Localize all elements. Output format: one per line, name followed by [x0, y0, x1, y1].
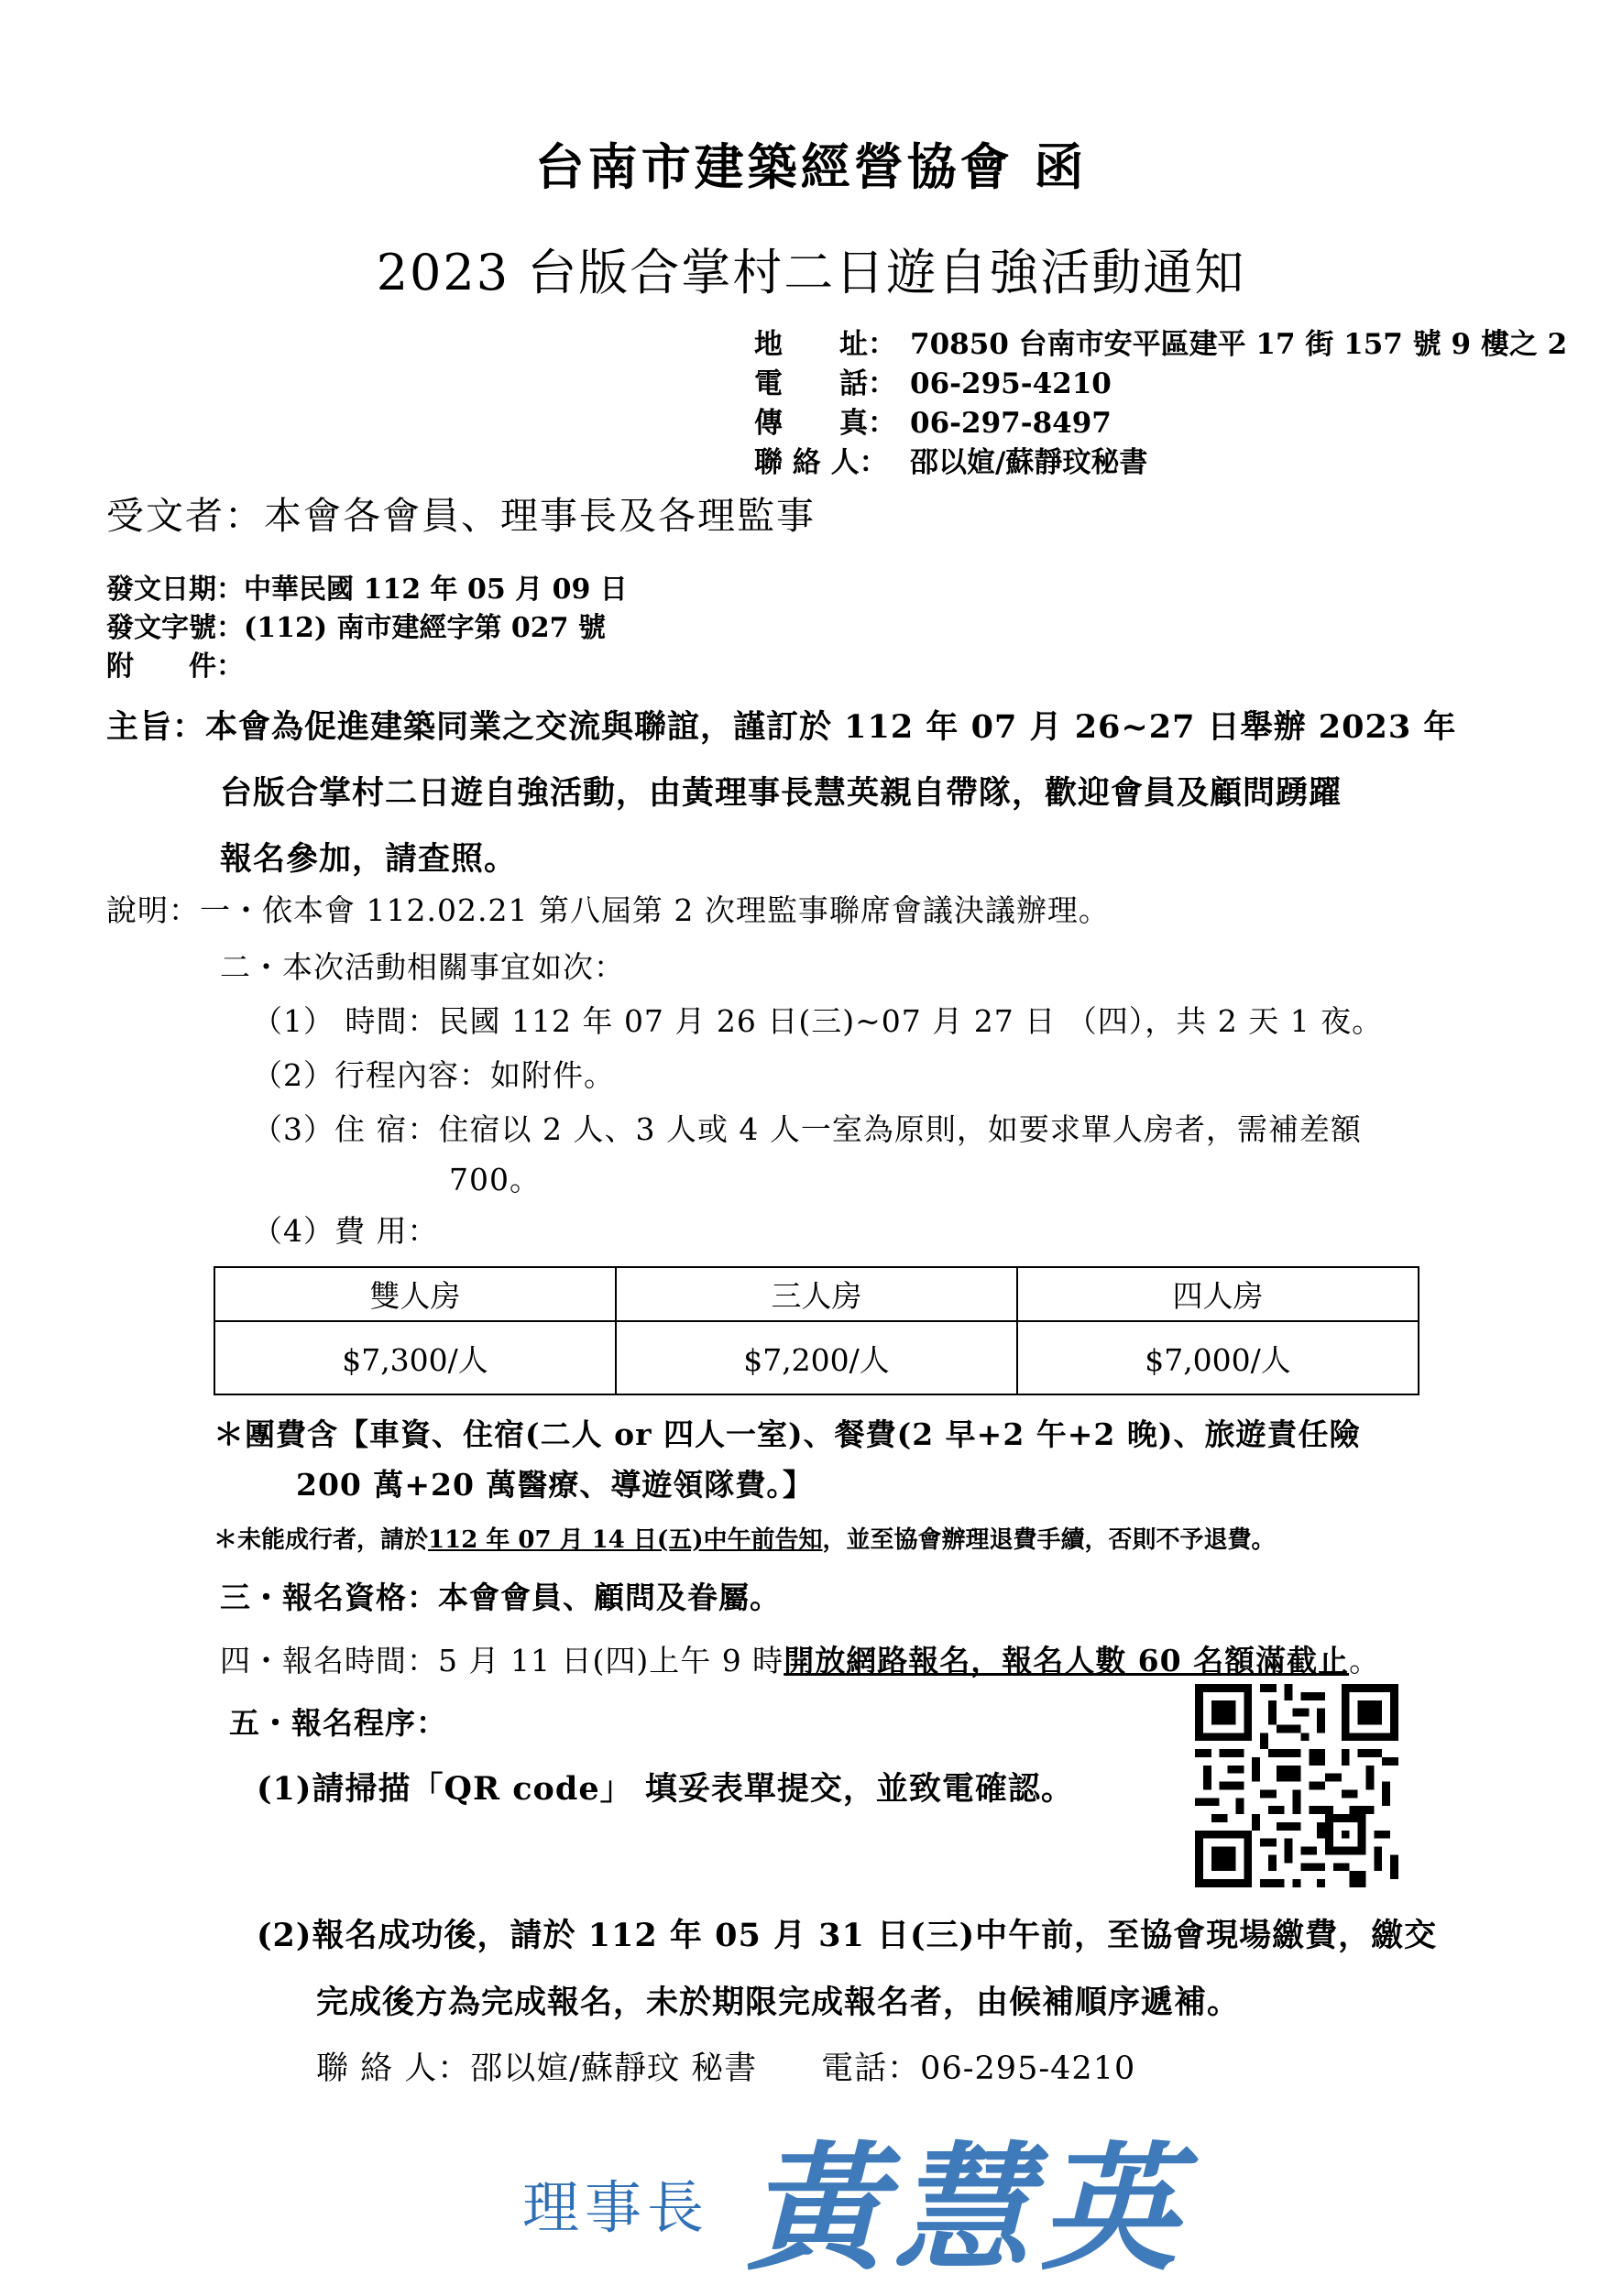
fees-header-quad: 四人房: [1017, 1267, 1419, 1321]
activity-time: （1） 時間：民國 112 年 07 月 26 日(三)~07 月 27 日 （四），共 2 天 1 夜。: [252, 1003, 1384, 1039]
contact-address: [754, 321, 1567, 362]
procedure-step-2-line-2: 完成後方為完成報名，未於期限完成報名者，由候補順序遞補。: [316, 1984, 1241, 2021]
eligibility-line: 三・報名資格：本會會員、顧問及眷屬。: [220, 1580, 781, 1615]
activity-fee-label: （4）費 用：: [252, 1213, 439, 1249]
fees-price-triple: $7,200/人: [616, 1321, 1017, 1394]
procedure-step-1: (1)請掃描「QR code」 填妥表單提交，並致電確認。: [257, 1770, 1074, 1808]
refund-note-post: ，並至協會辦理退費手續，否則不予退費。: [822, 1526, 1276, 1554]
activity-itinerary: （2）行程內容：如附件。: [252, 1057, 615, 1093]
person-label: 聯 絡 人：: [754, 446, 888, 479]
fees-header-triple: 三人房: [616, 1267, 1017, 1321]
refund-deadline: 112 年 07 月 14 日(五)中午前告知: [428, 1526, 823, 1554]
contact-phone: [754, 360, 1112, 401]
phone-value: 06-295-4210: [910, 367, 1112, 400]
document-subtitle: 2023 台版合掌村二日遊自強活動通知: [376, 244, 1246, 301]
fees-price-quad: $7,000/人: [1017, 1321, 1419, 1394]
fees-header-row: [214, 1267, 1419, 1321]
fee-includes-line-2: 200 萬+20 萬醫療、導遊領隊費。】: [296, 1467, 814, 1503]
recipient-line: 受文者：本會各會員、理事長及各理監事: [106, 494, 816, 538]
explanation-item-2: 二・本次活動相關事宜如次：: [220, 949, 625, 985]
refund-note: [214, 1521, 1276, 1555]
person-value: 邵以媗/蘇靜玟秘書: [910, 446, 1148, 479]
contact-fax: [754, 399, 1112, 441]
subject-line-3: 報名參加，請查照。: [220, 840, 518, 878]
fee-includes-line-1: ＊團費含【車資、住宿(二人 or 四人一室)、餐費(2 早+2 午+2 晚)、旅遊責任險: [214, 1416, 1361, 1452]
registration-time-post: 。: [1349, 1643, 1381, 1678]
fax-label: 傳 真：: [754, 407, 896, 440]
refund-note-pre: ＊未能成行者，請於: [214, 1526, 429, 1554]
fees-price-double: $7,300/人: [214, 1321, 616, 1394]
contact-person: [754, 439, 1147, 480]
fees-table: [214, 1266, 1419, 1395]
qr-code-icon[interactable]: [1195, 1684, 1398, 1887]
subject-line-2: 台版合掌村二日遊自強活動，由黃理事長慧英親自帶隊，歡迎會員及顧問踴躍: [220, 774, 1343, 812]
activity-lodging: （3）住 宿：住宿以 2 人、3 人或 4 人一室為原則，如要求單人房者，需補差額: [252, 1111, 1362, 1147]
contact-footer-person: 聯 絡 人：邵以媗/蘇靜玟 秘書: [316, 2050, 758, 2087]
address-value: 70850 台南市安平區建平 17 街 157 號 9 樓之 2: [910, 328, 1568, 361]
procedure-heading: 五・報名程序：: [229, 1705, 447, 1741]
issue-date: 發文日期：中華民國 112 年 05 月 09 日: [106, 574, 628, 606]
contact-footer: [316, 2043, 1135, 2089]
contact-footer-tel: 電話：06-295-4210: [821, 2050, 1136, 2087]
signature-name: 黃慧英: [747, 2128, 1188, 2290]
address-label: 地 址：: [754, 328, 896, 361]
fees-header-double: 雙人房: [214, 1267, 616, 1321]
explanation-item-1: 說明：一・依本會 112.02.21 第八屆第 2 次理監事聯席會議決議辦理。: [106, 892, 1110, 928]
document-title: 台南市建築經營協會 函: [534, 137, 1088, 196]
registration-time: [220, 1637, 1380, 1680]
registration-time-pre: 四・報名時間：5 月 11 日(四)上午 9 時: [220, 1643, 784, 1678]
signature-title: 理事長: [522, 2174, 710, 2241]
fees-price-row: [214, 1321, 1419, 1394]
attachment-line: 附 件：: [106, 651, 244, 683]
registration-time-underlined: 開放網路報名，報名人數 60 名額滿截止: [784, 1643, 1350, 1678]
fax-value: 06-297-8497: [910, 407, 1112, 440]
procedure-step-2-line-1: (2)報名成功後，請於 112 年 05 月 31 日(三)中午前，至協會現場繳費，繳交: [257, 1917, 1438, 1954]
document-number: 發文字號：(112) 南市建經字第 027 號: [106, 612, 606, 644]
activity-lodging-cont: 700。: [449, 1162, 541, 1197]
subject-line-1: 主旨：本會為促進建築同業之交流與聯誼，謹訂於 112 年 07 月 26~27 日舉辦 2023 年: [106, 708, 1457, 746]
phone-label: 電 話：: [754, 367, 896, 400]
